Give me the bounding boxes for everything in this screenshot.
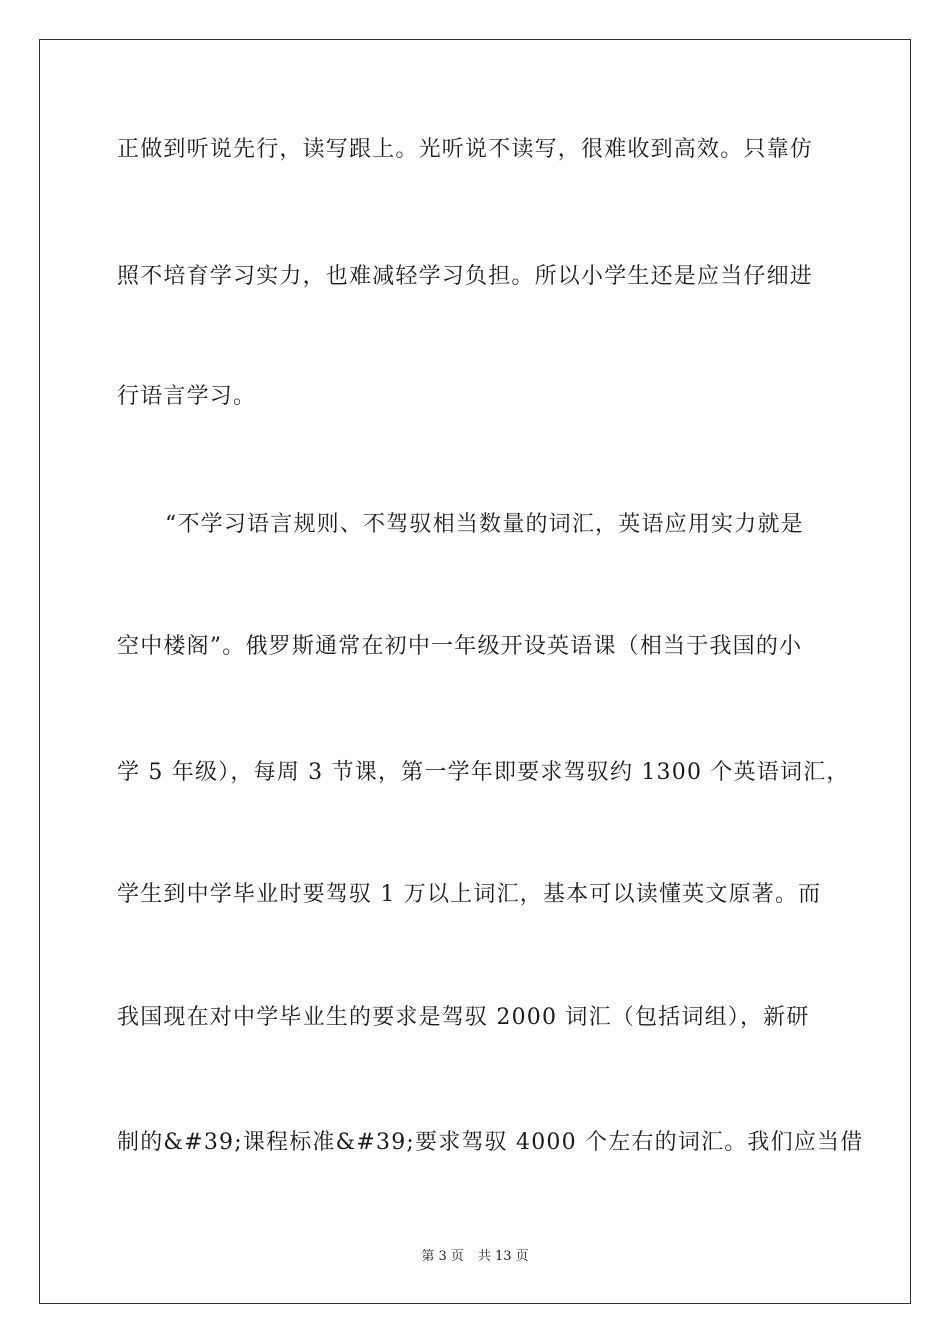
text-line: 制的&#39;课程标准&#39;要求驾驭 4000 个左右的词汇。我们应当借: [117, 1130, 864, 1155]
total-pages: 共 13 页: [477, 1249, 529, 1264]
text-line: 空中楼阁”。俄罗斯通常在初中一年级开设英语课（相当于我国的小: [117, 634, 803, 659]
paragraph-start-line: “不学习语言规则、不驾驭相当数量的词汇，英语应用实力就是: [165, 512, 804, 537]
text-line: 照不培育学习实力，也难减轻学习负担。所以小学生还是应当仔细进: [117, 264, 814, 289]
text-line: 学 5 年级），每周 3 节课，第一学年即要求驾驭约 1300 个英语词汇，: [117, 760, 850, 785]
text-line: 我国现在对中学毕业生的要求是驾驭 2000 词汇（包括词组），新研: [117, 1005, 810, 1030]
page-border: [39, 39, 911, 1304]
text-line: 行语言学习。: [117, 384, 257, 409]
text-line: 正做到听说先行，读写跟上。光听说不读写，很难收到高效。只靠仿: [117, 137, 814, 162]
page-footer: [0, 1248, 950, 1266]
page-number: 第 3 页: [421, 1249, 464, 1264]
text-line: 学生到中学毕业时要驾驭 1 万以上词汇，基本可以读懂英文原著。而: [117, 882, 822, 907]
